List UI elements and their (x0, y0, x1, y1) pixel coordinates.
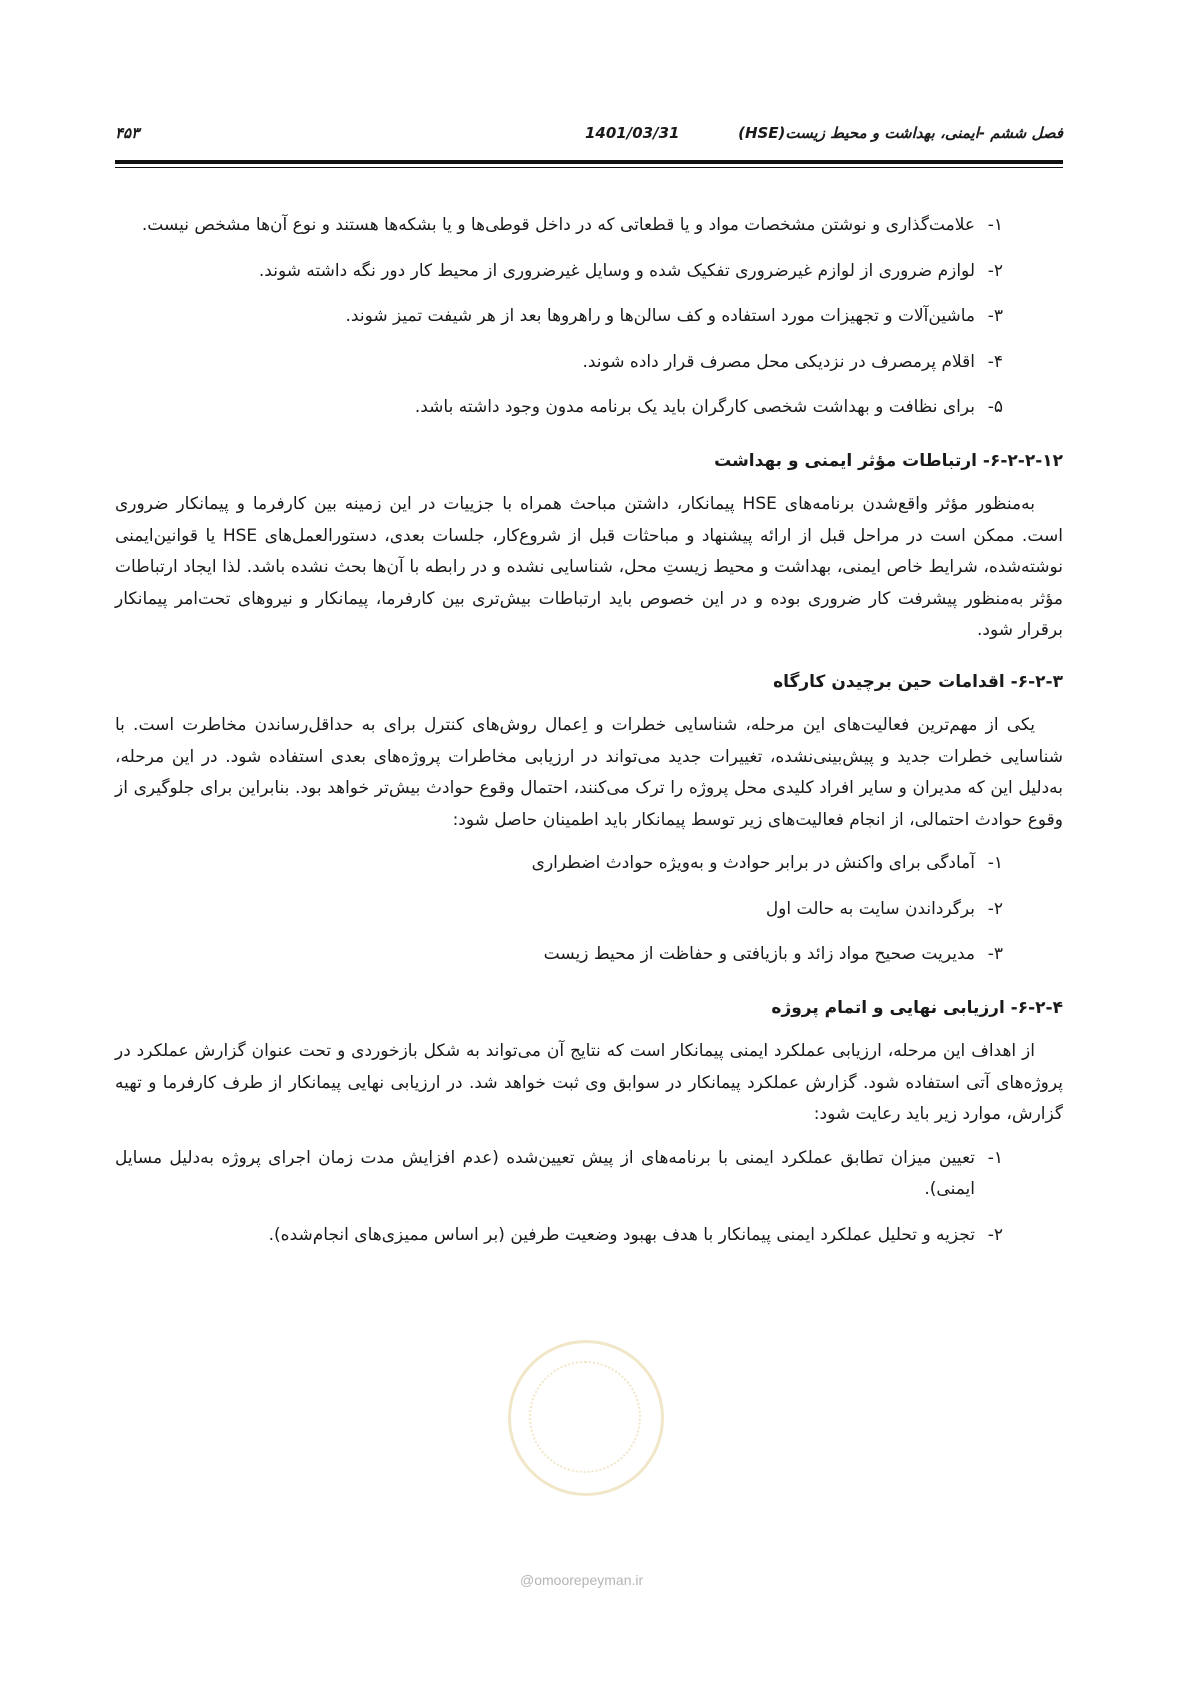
list-number: ۲- (987, 1224, 1003, 1245)
section-heading: ۶-۲-۳- اقدامات حین برچیدن کارگاه (773, 671, 1063, 692)
list-item (115, 347, 1003, 379)
header-rule-thick (115, 160, 1063, 164)
list-number: ۱- (987, 853, 1003, 873)
list-number: ۲- (987, 898, 1003, 919)
list-number: ۱- (987, 1147, 1003, 1168)
list-item-text: اقلام پرمصرف در نزدیکی محل مصرف قرار داده شوند. (582, 351, 975, 372)
list-housekeeping (115, 210, 1003, 424)
list-item-text: برگرداندن سایت به حالت اول (765, 898, 975, 919)
document-body (115, 210, 1063, 1265)
list-number: ۲- (987, 260, 1003, 281)
list-item (115, 256, 1003, 288)
list-item (115, 301, 1003, 333)
list-item-text: آمادگی برای واکنش در برابر حوادث و به‌ویژه حوادث اضطراری (531, 853, 975, 873)
list-item (115, 210, 1003, 242)
list-item (115, 392, 1003, 424)
page-header (115, 124, 1063, 154)
list-item-text: برای نظافت و بهداشت شخصی کارگران باید یک برنامه مدون وجود داشته باشد. (414, 397, 975, 417)
list-dismantling (115, 848, 1003, 971)
section-paragraph: یکی از مهم‌ترین فعالیت‌های این مرحله، شناسایی خطرات و اِعمال روش‌های کنترل برای به حداقل‌رساندن مخاطرت است. با شناسایی خطرات جدید و پیش‌بینی‌نشده، تغییرات جدید می‌تواند در ارزیابی مخاطرات پروژه‌های بعدی استفاده شود. در این مرحله، به‌دلیل این که مدیران و سایر افراد کلیدی محل پروژه را ترک می‌کنند، احتمال وقوع حوادث بیش‌تر خواهد بود. بنابراین برای جلوگیری از وقوع حوادث احتمالی، از انجام فعالیت‌های زیر توسط پیمانکار باید اطمینان حاصل شود: (115, 715, 1063, 830)
list-number: ۱- (987, 215, 1003, 235)
list-number: ۳- (987, 306, 1003, 326)
header-rule-thin (115, 167, 1063, 168)
list-item-text: تجزیه و تحلیل عملکرد ایمنی پیمانکار با هدف بهبود وضعیت طرفین (بر اساس ممیزی‌های انجام‌شده). (268, 1224, 975, 1245)
list-item (115, 1143, 1003, 1206)
list-number: ۳- (987, 944, 1003, 964)
list-item (115, 939, 1003, 971)
list-item (115, 894, 1003, 926)
list-item-text: مدیریت صحیح مواد زائد و بازیافتی و حفاظت از محیط زیست (543, 944, 975, 964)
section-heading: ۶-۲-۲-۱۲- ارتباطات مؤثر ایمنی و بهداشت (714, 450, 1063, 471)
watermark-text: @omoorepeyman.ir (520, 1572, 644, 1588)
list-item-text: تعیین میزان تطابق عملکرد ایمنی با برنامه‌های از پیش تعیین‌شده (عدم افزایش مدت زمان اجرای پروژه به‌دلیل مسایل ایمنی). (115, 1147, 975, 1199)
list-final-evaluation (115, 1143, 1003, 1252)
watermark-seal (508, 1340, 664, 1496)
section-heading: ۶-۲-۴- ارزیابی نهایی و اتمام پروژه (771, 997, 1063, 1018)
header-date: 1401/03/31 (585, 124, 680, 142)
list-item (115, 848, 1003, 880)
list-number: ۵- (987, 397, 1003, 417)
list-item (115, 1220, 1003, 1252)
list-item-text: لوازم ضروری از لوازم غیرضروری تفکیک شده و وسایل غیرضروری از محیط کار دور نگه داشته شوند. (258, 260, 975, 281)
chapter-title: فصل ششم -ایمنی، بهداشت و محیط زیست(HSE) (738, 124, 1063, 142)
list-item-text: علامت‌گذاری و نوشتن مشخصات مواد و یا قطعاتی که در داخل قوطی‌ها و یا بشکه‌ها هستند و نوع آن‌ها مشخص نیست. (141, 215, 975, 235)
section-paragraph: به‌منظور مؤثر واقع‌شدن برنامه‌های HSE پیمانکار، داشتن مباحث همراه با جزییات در این زمینه بین کارفرما و پیمانکار ضروری است. ممکن است در مراحل قبل از ارائه پیشنهاد و مباحثات قبل از شروع‌کار، جلسات بعدی، دستورالعمل‌های HSE یا قوانین‌ایمنی نوشته‌شده، شرایط خاص ایمنی، بهداشت و محیط زیستِ محل، شناسایی نشده و در رابطه با آن‌ها بحث نشده باشد. لذا ایجاد ارتباطات مؤثر به‌منظور پیشرفت کار ضروری بوده و در این خصوص باید ارتباطات بیش‌تری بین کارفرما، پیمانکار و نیروهای تحت‌امر پیمانکار برقرار شود. (115, 494, 1063, 640)
section-paragraph: از اهداف این مرحله، ارزیابی عملکرد ایمنی پیمانکار است که نتایج آن می‌تواند به شکل بازخوردی و تحت عنوان گزارش عملکرد در پروژه‌های آتی استفاده شود. گزارش عملکرد پیمانکار در سوابق وی ثبت خواهد شد. در ارزیابی نهایی پیمانکار از طرف کارفرما و تهیه گزارش، موارد زیر باید رعایت شود: (115, 1041, 1063, 1124)
page-number: ۴۵۳ (115, 124, 140, 142)
list-number: ۴- (987, 351, 1003, 372)
list-item-text: ماشین‌آلات و تجهیزات مورد استفاده و کف سالن‌ها و راهروها بعد از هر شیفت تمیز شوند. (345, 306, 975, 326)
